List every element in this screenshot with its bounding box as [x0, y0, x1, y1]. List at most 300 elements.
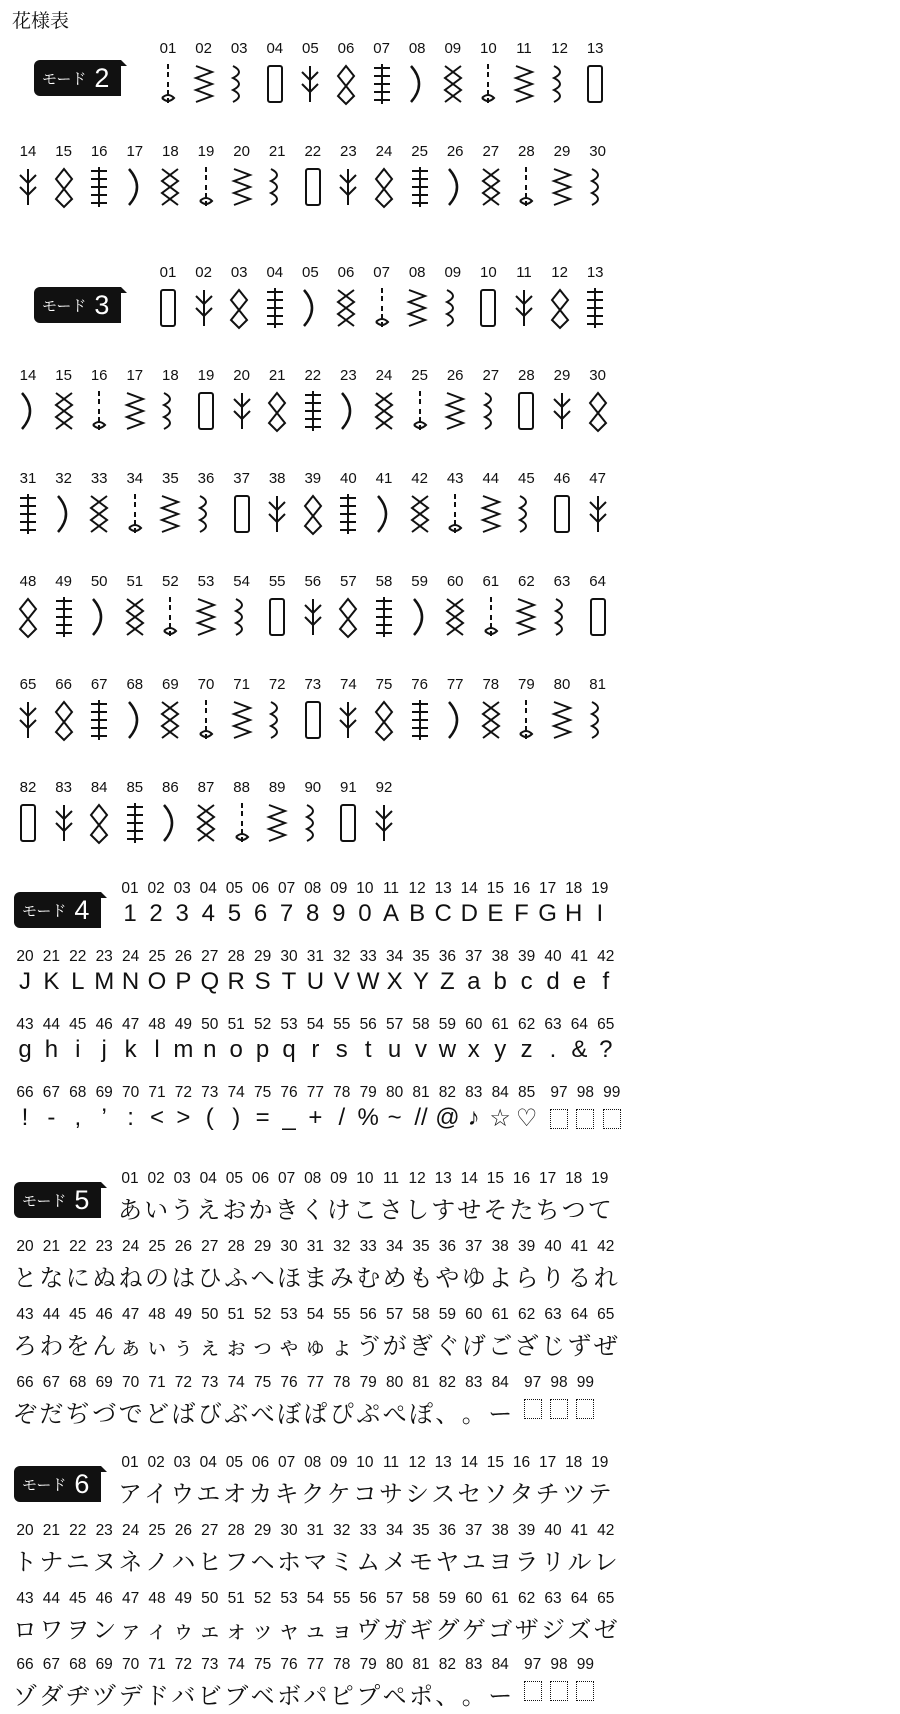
pattern-cell [227, 367, 257, 385]
pattern-cell [191, 367, 221, 385]
stitch-pattern-icon [16, 801, 40, 845]
pattern-number: 74 [340, 676, 357, 693]
pattern-cell [153, 264, 183, 282]
character-glyph: K [43, 968, 60, 995]
character-glyph: v [415, 1036, 427, 1063]
pattern-cell [298, 143, 328, 161]
pattern-cell [440, 470, 470, 488]
character-glyph: ロ [13, 1617, 37, 1644]
stitch-pattern-icon [372, 165, 396, 209]
stitch-glyph [479, 595, 503, 639]
stitch-pattern-icon [194, 165, 218, 209]
character-number: 62 [517, 1306, 536, 1323]
stitch-pattern-icon [372, 595, 396, 639]
character-number: 98 [576, 1084, 595, 1101]
character-number: 36 [438, 948, 457, 965]
stitch-glyph [405, 286, 429, 330]
character-glyph: & [571, 1036, 588, 1063]
character-glyph: ヲ [65, 1617, 90, 1644]
stitch-glyph [476, 286, 500, 330]
pattern-number: 92 [375, 779, 393, 796]
pattern-cell [153, 40, 183, 58]
character-glyph: せ [457, 1197, 482, 1224]
pattern-number: 30 [589, 367, 606, 384]
stitch-pattern-icon [52, 698, 76, 742]
pattern-cell [438, 40, 468, 58]
character-number: 52 [253, 1590, 272, 1607]
pattern-number: 73 [304, 676, 322, 693]
character-glyph: ベ [250, 1683, 275, 1710]
character-glyph: _ [282, 1104, 296, 1131]
mode-badge-number: 5 [74, 1184, 90, 1215]
stitch-pattern-icon [265, 492, 289, 536]
stitch-glyph [192, 286, 216, 330]
stitch-glyph [265, 165, 289, 209]
character-number: 10 [356, 1170, 374, 1187]
pattern-number: 66 [55, 676, 72, 693]
character-number: 77 [306, 1374, 325, 1391]
character-number: 60 [465, 1306, 483, 1323]
character-glyph: O [147, 968, 167, 995]
pattern-number: 19 [197, 143, 215, 160]
pattern-number: 78 [482, 676, 500, 693]
stitch-glyph [443, 165, 467, 209]
character-number: 81 [412, 1374, 430, 1391]
character-glyph: プ [356, 1683, 381, 1710]
pattern-number: 82 [19, 779, 37, 796]
stitch-glyph [334, 286, 358, 330]
stitch-pattern-icon [408, 698, 432, 742]
pattern-number: 13 [586, 264, 604, 281]
character-number: 69 [95, 1084, 113, 1101]
stitch-glyph [298, 286, 322, 330]
character-glyph: ? [599, 1036, 613, 1063]
character-glyph: て [587, 1197, 612, 1224]
pattern-number: 61 [482, 573, 500, 590]
pattern-number: 52 [162, 573, 179, 590]
pattern-cell [333, 676, 363, 694]
character-number: 25 [148, 948, 166, 965]
character-glyph: タ [509, 1481, 534, 1508]
character-number: 73 [201, 1084, 219, 1101]
character-glyph: b [493, 968, 507, 995]
character-glyph: F [514, 900, 529, 927]
character-number: 61 [491, 1306, 509, 1323]
pattern-number: 43 [446, 470, 464, 487]
character-glyph: ユ [461, 1549, 486, 1576]
stitch-pattern-icon [16, 389, 40, 433]
character-number: 85 [517, 1084, 536, 1101]
stitch-pattern-icon [230, 492, 254, 536]
pattern-cell [405, 143, 435, 161]
character-number: 03 [173, 1454, 191, 1471]
stitch-glyph [265, 595, 289, 639]
pattern-cell [333, 779, 363, 797]
pattern-cell [509, 264, 539, 282]
character-number: 41 [570, 1238, 589, 1255]
character-glyph: デ [118, 1683, 143, 1710]
character-number: 45 [69, 1590, 87, 1607]
space-box-icon [603, 1109, 621, 1129]
stitch-pattern-icon [586, 389, 610, 433]
stitch-pattern-icon [230, 595, 254, 639]
character-glyph: や [435, 1265, 460, 1292]
stitch-glyph [514, 165, 538, 209]
stitch-pattern-icon [583, 62, 607, 106]
pattern-cell [295, 264, 325, 282]
character-glyph: わ [39, 1333, 64, 1360]
character-number: 10 [356, 880, 374, 897]
character-glyph: ケ [326, 1481, 351, 1508]
stitch-glyph [52, 698, 76, 742]
character-number: 28 [227, 1238, 245, 1255]
space-box-icon [576, 1109, 594, 1129]
stitch-glyph [550, 165, 574, 209]
stitch-glyph [52, 595, 76, 639]
character-number: 10 [356, 1454, 374, 1471]
character-glyph: Q [200, 968, 220, 995]
character-glyph: セ [457, 1481, 482, 1508]
pattern-number: 87 [197, 779, 215, 796]
pattern-number: 12 [551, 40, 568, 57]
character-number: 61 [491, 1590, 509, 1607]
pattern-cell [298, 367, 328, 385]
stitch-pattern-icon [370, 62, 394, 106]
pattern-cell [49, 779, 79, 797]
pattern-cell [262, 676, 292, 694]
character-glyph: ぎ [409, 1333, 433, 1360]
character-glyph: ぁ [118, 1333, 143, 1360]
pattern-cell [583, 470, 613, 488]
character-glyph: ふ [224, 1265, 249, 1292]
mode-badge-label: モード [42, 69, 87, 88]
character-number: 36 [438, 1238, 457, 1255]
character-number: 67 [42, 1656, 61, 1673]
character-number: 31 [306, 1238, 325, 1255]
character-number: 50 [201, 1306, 219, 1323]
character-glyph: ア [118, 1481, 142, 1508]
character-glyph: 0 [358, 900, 372, 927]
character-number: 44 [42, 1590, 61, 1607]
character-number: 78 [333, 1656, 351, 1673]
pattern-cell [440, 367, 470, 385]
pattern-cell [224, 264, 254, 282]
character-glyph: U [306, 968, 325, 995]
stitch-pattern-icon [301, 389, 325, 433]
character-glyph: ) [232, 1104, 241, 1131]
pattern-cell [49, 676, 79, 694]
pattern-number: 29 [553, 143, 571, 160]
character-number: 33 [359, 1522, 377, 1539]
character-number: 98 [550, 1374, 568, 1391]
stitch-glyph [586, 165, 610, 209]
character-number: 45 [69, 1016, 87, 1033]
character-glyph: ゴ [488, 1617, 513, 1644]
character-glyph [546, 1676, 572, 1704]
pattern-number: 14 [19, 143, 37, 160]
stitch-pattern-icon [336, 389, 360, 433]
character-number: 05 [225, 880, 244, 897]
pattern-number: 50 [90, 573, 108, 590]
character-glyph: S [254, 968, 271, 995]
stitch-pattern-icon [265, 801, 289, 845]
pattern-cell [583, 676, 613, 694]
character-glyph: // [414, 1104, 428, 1131]
stitch-pattern-icon [194, 492, 218, 536]
character-glyph: ど [145, 1401, 169, 1428]
stitch-pattern-icon [301, 801, 325, 845]
character-glyph: ィ [145, 1617, 169, 1644]
stitch-glyph [301, 492, 325, 536]
character-glyph [546, 1394, 572, 1422]
character-number: 16 [512, 1170, 531, 1187]
stitch-pattern-icon [298, 62, 322, 106]
stitch-pattern-icon [514, 492, 538, 536]
character-number: 31 [306, 1522, 325, 1539]
pattern-cell [331, 264, 361, 282]
pattern-cell [224, 40, 254, 58]
pattern-cell [298, 573, 328, 591]
pattern-number: 36 [197, 470, 215, 487]
mode-badge-number: 2 [94, 62, 110, 93]
pattern-cell [511, 573, 541, 591]
stitch-pattern-icon [583, 286, 607, 330]
character-glyph: が [382, 1333, 407, 1360]
pattern-number: 34 [126, 470, 144, 487]
pattern-cell [331, 40, 361, 58]
stitch-pattern-icon [16, 595, 40, 639]
stitch-glyph [586, 492, 610, 536]
pattern-number: 55 [268, 573, 286, 590]
character-glyph: ♡ [515, 1105, 538, 1132]
pattern-number: 83 [55, 779, 72, 796]
character-number: 56 [359, 1306, 377, 1323]
character-glyph: 。 [461, 1683, 486, 1710]
character-glyph: ず [567, 1333, 592, 1360]
character-number: 02 [147, 880, 165, 897]
character-number: 32 [333, 1522, 351, 1539]
pattern-number: 59 [411, 573, 428, 590]
stitch-pattern-icon [301, 595, 325, 639]
character-glyph: ン [92, 1617, 117, 1644]
character-glyph: D [460, 900, 478, 927]
character-number: 97 [523, 1656, 542, 1673]
stitch-pattern-icon [263, 62, 287, 106]
pattern-cell [120, 143, 150, 161]
character-number: 07 [277, 880, 296, 897]
pattern-cell [13, 573, 43, 591]
character-number: 58 [412, 1306, 430, 1323]
stitch-glyph [52, 389, 76, 433]
character-number: 13 [434, 1454, 452, 1471]
character-glyph: ァ [118, 1617, 143, 1644]
pattern-cell [227, 779, 257, 797]
character-number: 28 [227, 1522, 245, 1539]
pattern-cell [547, 143, 577, 161]
pattern-number: 42 [411, 470, 428, 487]
character-glyph: よ [488, 1265, 513, 1292]
pattern-number: 70 [197, 676, 215, 693]
pattern-number: 40 [340, 470, 357, 487]
stitch-glyph [370, 286, 394, 330]
character-glyph: 、 [435, 1683, 460, 1710]
character-glyph: q [282, 1036, 296, 1063]
character-number: 12 [408, 880, 426, 897]
character-glyph: ざ [514, 1333, 539, 1360]
character-glyph: B [409, 900, 426, 927]
character-glyph: れ [593, 1265, 618, 1292]
character-number: 72 [174, 1374, 193, 1391]
character-number: 19 [591, 1170, 609, 1187]
pattern-cell [120, 367, 150, 385]
character-number: 14 [460, 1454, 478, 1471]
character-glyph: L [71, 968, 85, 995]
pattern-number: 22 [304, 143, 322, 160]
stitch-glyph [586, 698, 610, 742]
character-glyph: ぅ [171, 1333, 196, 1360]
stitch-pattern-icon [52, 595, 76, 639]
stitch-glyph [16, 595, 40, 639]
stitch-glyph [87, 801, 111, 845]
character-glyph: ☆ [489, 1105, 511, 1132]
stitch-glyph [230, 165, 254, 209]
character-number: 84 [491, 1656, 509, 1673]
character-glyph: ボ [277, 1683, 301, 1710]
stitch-glyph [336, 389, 360, 433]
character-glyph: モ [409, 1549, 433, 1576]
character-number: 03 [173, 880, 191, 897]
character-glyph [572, 1676, 598, 1704]
stitch-pattern-icon [405, 286, 429, 330]
character-number: 18 [565, 1454, 583, 1471]
space-box-icon [550, 1681, 568, 1701]
character-number: 76 [280, 1084, 298, 1101]
character-number: 14 [460, 880, 478, 897]
character-number: 60 [465, 1590, 483, 1607]
character-glyph: り [541, 1265, 565, 1292]
pattern-number: 84 [90, 779, 108, 796]
character-glyph: 9 [332, 900, 346, 927]
character-number: 65 [597, 1306, 615, 1323]
character-glyph: ル [567, 1549, 592, 1576]
character-glyph: ! [21, 1104, 29, 1131]
character-number: 58 [412, 1016, 430, 1033]
character-glyph: J [19, 968, 31, 995]
character-glyph: f [602, 968, 610, 995]
character-number: 59 [438, 1590, 457, 1607]
character-glyph: ゆ [461, 1265, 486, 1292]
pattern-number: 10 [480, 264, 497, 281]
stitch-glyph [265, 389, 289, 433]
stitch-pattern-icon [156, 286, 180, 330]
character-glyph: / [338, 1104, 346, 1131]
stitch-pattern-icon [87, 698, 111, 742]
pattern-cell [333, 470, 363, 488]
pattern-cell [262, 143, 292, 161]
pattern-number: 30 [589, 143, 606, 160]
character-glyph: ム [356, 1549, 381, 1576]
stitch-glyph [123, 595, 147, 639]
stitch-pattern-icon [514, 698, 538, 742]
pattern-cell [511, 367, 541, 385]
pattern-cell [227, 573, 257, 591]
character-number: 46 [95, 1016, 113, 1033]
character-number: 20 [16, 1238, 34, 1255]
character-number: 59 [438, 1306, 457, 1323]
character-number: 48 [148, 1590, 166, 1607]
character-glyph: ~ [387, 1104, 402, 1131]
character-number: 33 [359, 1238, 377, 1255]
stitch-pattern-icon [123, 698, 147, 742]
stitch-pattern-icon [194, 801, 218, 845]
character-number: 50 [201, 1590, 219, 1607]
character-glyph: い [144, 1197, 169, 1224]
stitch-pattern-icon [265, 698, 289, 742]
character-glyph: ウ [170, 1481, 195, 1508]
character-glyph: ガ [382, 1617, 407, 1644]
stitch-glyph [52, 165, 76, 209]
character-glyph: 、 [435, 1401, 460, 1428]
stitch-pattern-icon [441, 286, 465, 330]
pattern-number: 90 [304, 779, 322, 796]
character-glyph: ミ [329, 1549, 354, 1576]
character-glyph: E [487, 900, 504, 927]
character-glyph: ラ [514, 1549, 539, 1576]
character-glyph: ビ [197, 1683, 222, 1710]
character-number: 09 [330, 880, 348, 897]
character-number: 41 [570, 1522, 589, 1539]
character-number: 04 [199, 880, 217, 897]
character-glyph: ズ [567, 1617, 592, 1644]
pattern-cell [155, 470, 185, 488]
character-glyph: + [308, 1104, 323, 1131]
character-glyph: へ [250, 1265, 275, 1292]
pattern-cell [13, 676, 43, 694]
character-number: 34 [385, 1238, 404, 1255]
character-number: 11 [382, 880, 400, 897]
stitch-pattern-icon [548, 286, 572, 330]
pattern-number: 03 [230, 40, 248, 57]
character-glyph: ド [145, 1683, 169, 1710]
character-glyph: ヨ [488, 1549, 513, 1576]
pattern-number: 62 [518, 573, 535, 590]
stitch-pattern-icon [443, 389, 467, 433]
stitch-pattern-icon [123, 801, 147, 845]
stitch-glyph [301, 389, 325, 433]
character-number: 64 [570, 1306, 589, 1323]
stitch-glyph [156, 62, 180, 106]
character-glyph: ゼ [593, 1617, 618, 1644]
pattern-cell [369, 367, 399, 385]
stitch-glyph [194, 595, 218, 639]
pattern-cell [547, 470, 577, 488]
character-number: 49 [174, 1306, 193, 1323]
pattern-number: 25 [411, 367, 428, 384]
pattern-number: 53 [197, 573, 215, 590]
character-number: 25 [148, 1238, 166, 1255]
character-glyph: M [94, 968, 115, 995]
character-glyph [520, 1394, 546, 1422]
stitch-pattern-icon [336, 492, 360, 536]
character-glyph: ヒ [197, 1549, 222, 1576]
pattern-number: 10 [480, 40, 497, 57]
character-glyph: ヴ [356, 1617, 381, 1644]
stitch-pattern-icon [370, 286, 394, 330]
stitch-pattern-icon [336, 801, 360, 845]
character-glyph: レ [593, 1549, 618, 1576]
pattern-number: 57 [340, 573, 357, 590]
character-glyph: ( [205, 1104, 214, 1131]
